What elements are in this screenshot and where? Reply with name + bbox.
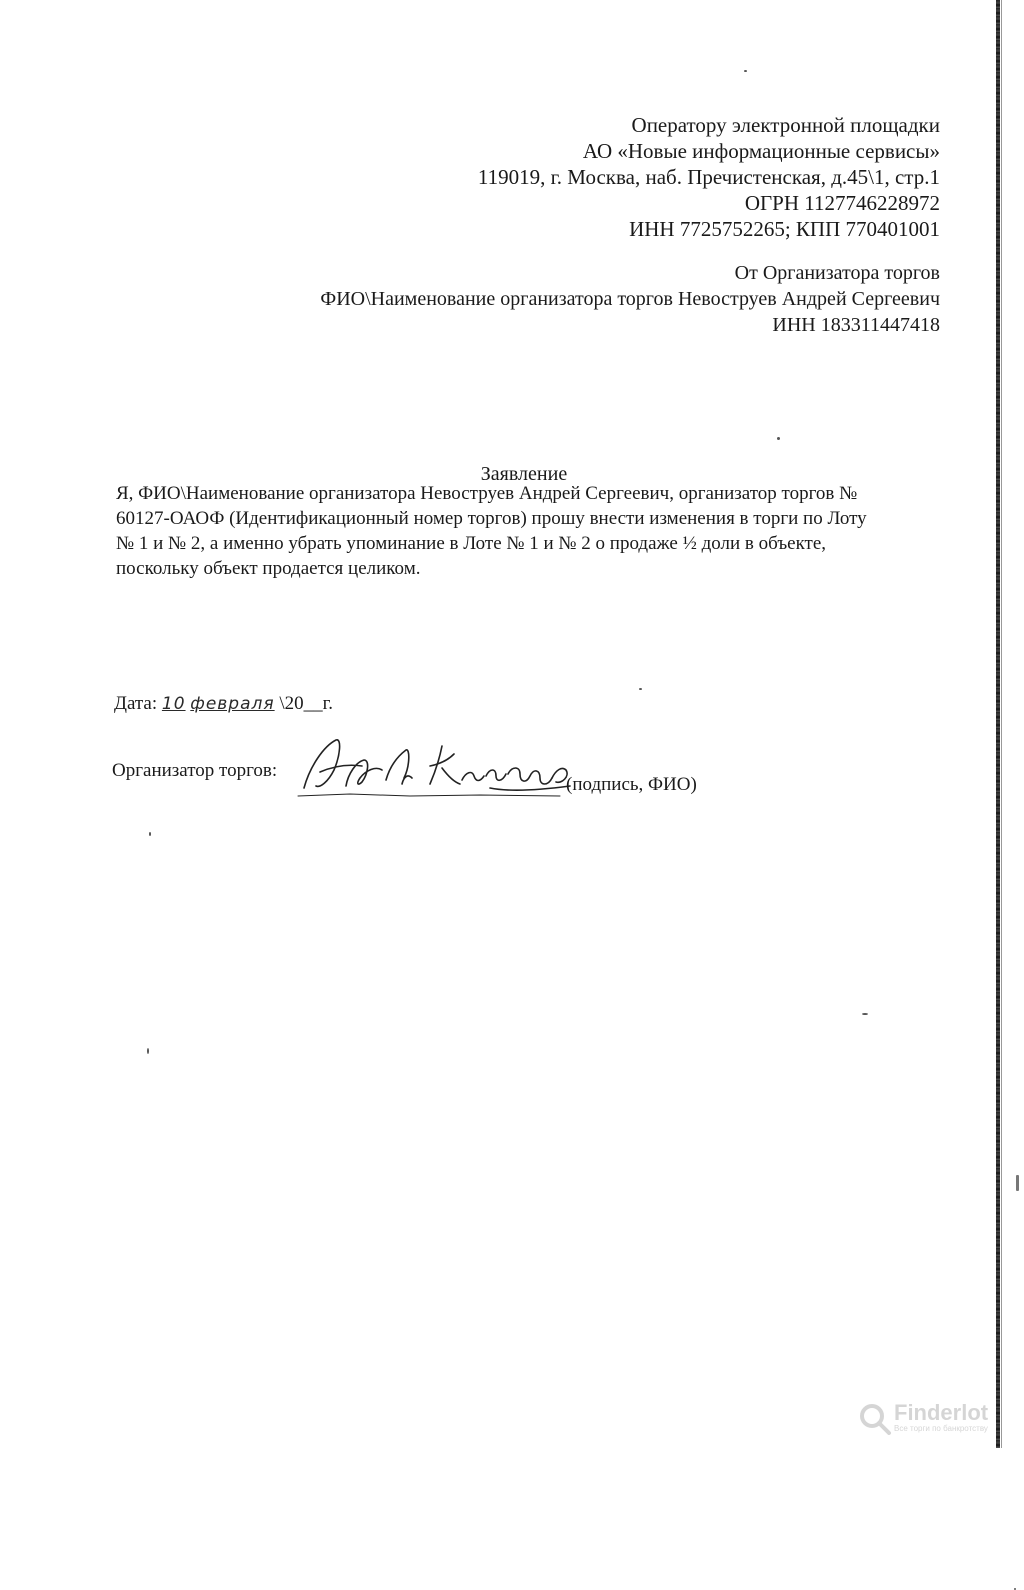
scan-speck <box>639 688 642 690</box>
finderlot-logo-icon <box>858 1402 892 1436</box>
statement-line: № 1 и № 2, а именно убрать упоминание в Лоте № 1 и № 2 о продаже ½ доли в объекте, <box>116 533 827 554</box>
scan-speck <box>862 1013 868 1015</box>
signature-caption: (подпись, ФИО) <box>566 774 697 795</box>
statement-body <box>116 481 926 581</box>
sender-block <box>320 260 940 338</box>
date-line <box>114 693 333 715</box>
date-year: \20__г. <box>279 693 334 714</box>
scan-speck <box>1016 1175 1019 1191</box>
date-month-handwritten: февраля <box>190 694 275 714</box>
statement-title: Заявление <box>480 463 568 485</box>
addressee-address: 119019, г. Москва, наб. Пречистенская, д.45\1, стр.1 <box>477 165 940 189</box>
statement-line: поскольку объект продается целиком. <box>116 558 421 579</box>
addressee-line: Оператору электронной площадки <box>631 113 940 137</box>
scan-speck <box>777 437 780 440</box>
scan-speck <box>744 70 747 72</box>
addressee-line: АО «Новые информационные сервисы» <box>582 139 940 163</box>
scan-edge <box>996 0 1000 1448</box>
date-day-handwritten: 10 <box>161 694 186 714</box>
watermark-tagline: Все торги по банкротству <box>894 1424 988 1433</box>
scan-speck <box>147 1048 149 1054</box>
signer-label: Организатор торгов: <box>112 760 278 781</box>
scan-speck <box>149 832 151 836</box>
addressee-block <box>478 112 940 242</box>
signature-image <box>290 726 590 806</box>
statement-line: 60127-ОАОФ (Идентификационный номер торгов) прошу внести изменения в торги по Лоту <box>116 508 867 529</box>
watermark-brand: Finderlot <box>894 1400 989 1425</box>
statement-line: Я, ФИО\Наименование организатора Невоструев Андрей Сергеевич, организатор торгов № <box>116 483 858 504</box>
addressee-inn: ИНН 7725752265; КПП 770401001 <box>629 217 940 241</box>
sender-label: От Организатора торгов <box>734 262 940 284</box>
sender-inn: ИНН 183311447418 <box>772 314 940 336</box>
signer-line <box>112 760 277 782</box>
scan-edge-line <box>1001 0 1002 1448</box>
sender-name: ФИО\Наименование организатора торгов Невоструев Андрей Сергеевич <box>320 288 940 310</box>
date-label: Дата: <box>114 693 158 714</box>
addressee-ogrn: ОГРН 1127746228972 <box>744 191 940 215</box>
watermark <box>858 1398 998 1438</box>
